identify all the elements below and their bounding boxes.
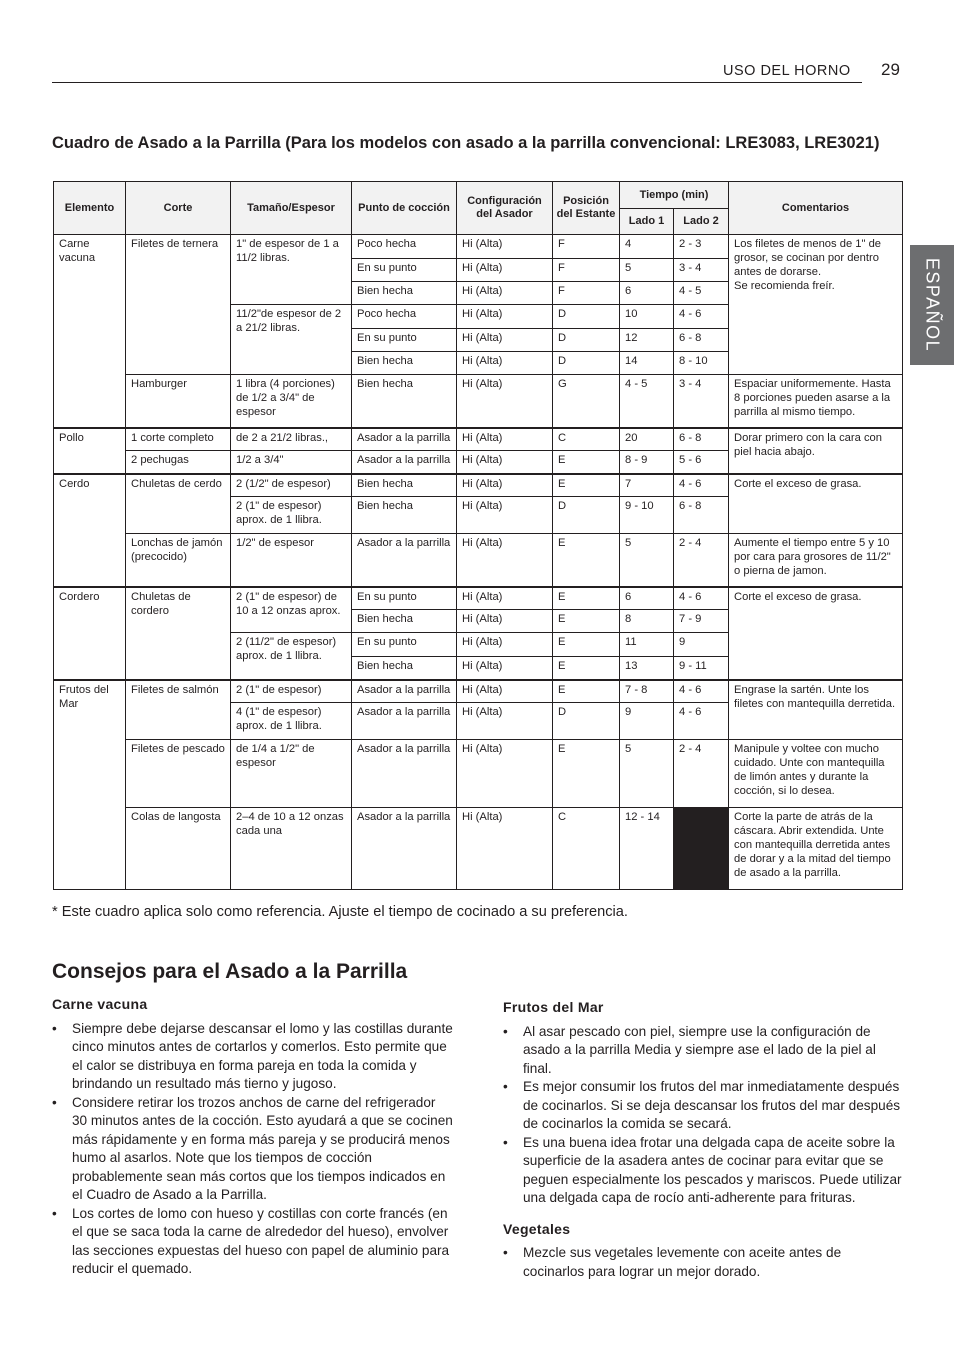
cell-lado2: 2 - 4 — [674, 534, 729, 587]
cell-config: Hi (Alta) — [457, 474, 553, 497]
list-item: • Es mejor consumir los frutos del mar inmediatamente después de cocinarlos. Si se deja descansar los frutos del mar después de cocinarlos la comida se secará. — [503, 1078, 903, 1134]
cell-lado2: 6 - 8 — [674, 497, 729, 534]
cell-posicion: E — [553, 587, 620, 610]
cell-lado2: 6 - 8 — [674, 329, 729, 352]
cell-posicion: E — [553, 657, 620, 680]
list-item: • Los cortes de lomo con hueso y costillas con corte francés (en el que se saca toda la carne de alrededor del hueso), envolver las secciones expuestas del hueso con papel de aluminio para reducir el quemado. — [52, 1205, 454, 1279]
cell-comentarios: Los filetes de menos de 1" de grosor, se cocinan por dentro antes de dorarse. Se recomienda freír. — [729, 235, 903, 375]
cell-posicion: E — [553, 474, 620, 497]
cell-punto: Bien hecha — [352, 474, 457, 497]
cell-posicion: E — [553, 633, 620, 657]
cell-lado1: 7 — [620, 474, 674, 497]
cell-config: Hi (Alta) — [457, 282, 553, 305]
cell-config: Hi (Alta) — [457, 633, 553, 657]
cell-comentarios: Aumente el tiempo entre 5 y 10 por cara para grosores de 11/2" o pierna de jamon. — [729, 534, 903, 587]
footnote: * Este cuadro aplica solo como referencia. Ajuste el tiempo de cocinado a su preferencia. — [52, 904, 628, 920]
cell-posicion: G — [553, 375, 620, 428]
cell-comentarios: Corte el exceso de grasa. — [729, 474, 903, 534]
cell-config: Hi (Alta) — [457, 375, 553, 428]
cell-lado2: 3 - 4 — [674, 375, 729, 428]
header-tiempo: Tiempo (min) — [620, 182, 729, 209]
cell-lado2: 8 - 10 — [674, 352, 729, 375]
cell-posicion: E — [553, 740, 620, 808]
header-rule — [52, 82, 862, 83]
cell-posicion: E — [553, 680, 620, 703]
header-lado1: Lado 1 — [620, 209, 674, 235]
cell-posicion: E — [553, 534, 620, 587]
cell-lado1: 10 — [620, 305, 674, 329]
cell-posicion: C — [553, 808, 620, 890]
cell-punto: Asador a la parrilla — [352, 740, 457, 808]
cell-posicion: E — [553, 610, 620, 633]
cell-config: Hi (Alta) — [457, 352, 553, 375]
cell-lado1: 14 — [620, 352, 674, 375]
cell-config: Hi (Alta) — [457, 497, 553, 534]
cell-config: Hi (Alta) — [457, 587, 553, 610]
cell-tamano: 11/2"de espesor de 2 a 21/2 libras. — [231, 305, 352, 375]
list-item: • Considere retirar los trozos anchos de carne del refrigerador 30 minutos antes de la cocción. Esto ayudará a que se cocinen más rápidamente y en forma más pareja y se producirá menos humo al asarlos. Note que los tiempos de cocción probablemente sean más cortos que los tiempos indicados en el Cuadro de Asado a la Parrilla. — [52, 1094, 454, 1205]
cell-lado2: 7 - 9 — [674, 610, 729, 633]
cell-posicion: D — [553, 703, 620, 740]
language-tab — [910, 245, 954, 365]
cell-lado2-blank — [674, 808, 729, 890]
tips-left-column — [52, 995, 454, 1279]
cell-lado2: 6 - 8 — [674, 428, 729, 451]
cell-posicion: E — [553, 451, 620, 474]
cell-comentarios: Engrase la sartén. Unte los filetes con mantequilla derretida. — [729, 680, 903, 740]
cell-posicion: F — [553, 235, 620, 259]
cell-posicion: C — [553, 428, 620, 451]
cell-lado2: 4 - 6 — [674, 703, 729, 740]
list-item: • Es una buena idea frotar una delgada capa de aceite sobre la superficie de la asadera antes de cocinar para evitar que se peguen especialmente los pescados y mariscos. Puede utilizar una delgada capa de rocío anti-adherente para frituras. — [503, 1134, 903, 1208]
cell-corte: Filetes de pescado — [126, 740, 231, 808]
seafood-list — [503, 1023, 903, 1208]
cell-lado1: 20 — [620, 428, 674, 451]
cell-config: Hi (Alta) — [457, 428, 553, 451]
cell-lado1: 8 — [620, 610, 674, 633]
cell-comentarios: Corte la parte de atrás de la cáscara. Abrir extendida. Unte con mantequilla derretida antes de dorar y a la mitad del tiempo de asado a la parrilla. — [729, 808, 903, 890]
cell-config: Hi (Alta) — [457, 808, 553, 890]
cell-punto: Poco hecha — [352, 305, 457, 329]
cell-lado1: 12 — [620, 329, 674, 352]
cell-lado2: 3 - 4 — [674, 259, 729, 282]
cell-lado1: 7 - 8 — [620, 680, 674, 703]
table-title: Cuadro de Asado a la Parrilla (Para los modelos con asado a la parrilla convencional: LRE3083, LRE3021) — [52, 134, 880, 152]
list-item: • Mezcle sus vegetales levemente con aceite antes de cocinarlos para lograr un mejor dorado. — [503, 1244, 903, 1281]
cell-corte: Chuletas de cerdo — [126, 474, 231, 534]
cell-lado1: 5 — [620, 534, 674, 587]
cell-punto: En su punto — [352, 259, 457, 282]
cell-lado2: 4 - 6 — [674, 587, 729, 610]
cell-punto: Asador a la parrilla — [352, 428, 457, 451]
vegetables-list — [503, 1244, 903, 1281]
cell-tamano: de 1/4 a 1/2" de espesor — [231, 740, 352, 808]
cell-elemento: Pollo — [54, 428, 126, 474]
cell-punto: Bien hecha — [352, 375, 457, 428]
cell-tamano: 1" de espesor de 1 a 11/2 libras. — [231, 235, 352, 305]
cell-punto: Asador a la parrilla — [352, 703, 457, 740]
cell-punto: En su punto — [352, 587, 457, 610]
cell-lado1: 9 — [620, 703, 674, 740]
cell-posicion: F — [553, 282, 620, 305]
cell-posicion: D — [553, 329, 620, 352]
seafood-heading: Frutos del Mar — [503, 999, 604, 1015]
cell-corte: Filetes de salmón — [126, 680, 231, 740]
cell-punto: Bien hecha — [352, 610, 457, 633]
cell-config: Hi (Alta) — [457, 329, 553, 352]
cell-punto: Poco hecha — [352, 235, 457, 259]
cell-punto: Bien hecha — [352, 282, 457, 305]
header-corte: Corte — [126, 182, 231, 235]
table-row — [54, 587, 903, 610]
cell-punto: Asador a la parrilla — [352, 808, 457, 890]
cell-comentarios: Dorar primero con la cara con piel hacia abajo. — [729, 428, 903, 474]
cell-punto: Bien hecha — [352, 657, 457, 680]
table-row — [54, 428, 903, 451]
cell-comentarios: Espaciar uniformemente. Hasta 8 porciones pueden asarse a la parrilla al mismo tiempo. — [729, 375, 903, 428]
cell-corte: Lonchas de jamón (precocido) — [126, 534, 231, 587]
beef-heading: Carne vacuna — [52, 996, 148, 1012]
header-config: Configuración del Asador — [457, 182, 553, 235]
table-row — [54, 534, 903, 587]
header-posicion: Posición del Estante — [553, 182, 620, 235]
cell-elemento: Cordero — [54, 587, 126, 680]
beef-list — [52, 1020, 454, 1279]
cell-config: Hi (Alta) — [457, 703, 553, 740]
header-punto: Punto de cocción — [352, 182, 457, 235]
cell-elemento: Frutos del Mar — [54, 680, 126, 890]
cell-config: Hi (Alta) — [457, 610, 553, 633]
cell-config: Hi (Alta) — [457, 305, 553, 329]
section-title: USO DEL HORNO — [723, 63, 851, 79]
cell-tamano: de 2 a 21/2 libras., — [231, 428, 352, 451]
cell-punto: Asador a la parrilla — [352, 451, 457, 474]
cell-lado2: 4 - 5 — [674, 282, 729, 305]
language-tab-label: ESPAÑOL — [922, 257, 943, 353]
cell-punto: En su punto — [352, 329, 457, 352]
cell-punto: Asador a la parrilla — [352, 680, 457, 703]
header-comentarios: Comentarios — [729, 182, 903, 235]
cell-lado2: 2 - 3 — [674, 235, 729, 259]
cell-config: Hi (Alta) — [457, 534, 553, 587]
vegetables-heading: Vegetales — [503, 1220, 571, 1237]
tips-title: Consejos para el Asado a la Parrilla — [52, 960, 408, 983]
cell-elemento: Cerdo — [54, 474, 126, 587]
cell-punto: Bien hecha — [352, 497, 457, 534]
cell-tamano: 2 (1" de espesor) — [231, 680, 352, 703]
cell-config: Hi (Alta) — [457, 451, 553, 474]
list-item: • Siempre debe dejarse descansar el lomo y las costillas durante cinco minutos antes de cortarlos y comerlos. Esto permite que el calor se distribuya en forma pareja en toda la comida y brindando un resultado más tierno y jugoso. — [52, 1020, 454, 1094]
cell-corte: Chuletas de cordero — [126, 587, 231, 680]
cell-lado1: 5 — [620, 259, 674, 282]
cell-lado1: 13 — [620, 657, 674, 680]
table-row — [54, 474, 903, 497]
table-row — [54, 235, 903, 259]
cell-tamano: 2 (1/2" de espesor) — [231, 474, 352, 497]
header-lado2: Lado 2 — [674, 209, 729, 235]
cell-lado1: 8 - 9 — [620, 451, 674, 474]
cell-lado2: 9 - 11 — [674, 657, 729, 680]
cell-lado1: 5 — [620, 740, 674, 808]
cell-tamano: 1 libra (4 porciones) de 1/2 a 3/4" de espesor — [231, 375, 352, 428]
cell-config: Hi (Alta) — [457, 680, 553, 703]
table-row — [54, 740, 903, 808]
cell-posicion: F — [553, 259, 620, 282]
cell-lado2: 4 - 6 — [674, 474, 729, 497]
cell-config: Hi (Alta) — [457, 740, 553, 808]
broil-chart-table — [53, 181, 903, 890]
cell-lado1: 6 — [620, 282, 674, 305]
cell-tamano: 4 (1" de espesor) aprox. de 1 llibra. — [231, 703, 352, 740]
cell-tamano: 2 (1" de espesor) aprox. de 1 llibra. — [231, 497, 352, 534]
cell-tamano: 2 (11/2" de espesor) aprox. de 1 llibra. — [231, 633, 352, 680]
cell-posicion: D — [553, 497, 620, 534]
list-item: • Al asar pescado con piel, siempre use la configuración de asado a la parrilla Media y siempre ase el lado de la piel al final. — [503, 1023, 903, 1079]
page-number: 29 — [881, 60, 900, 79]
cell-lado1: 4 — [620, 235, 674, 259]
cell-lado1: 12 - 14 — [620, 808, 674, 890]
cell-config: Hi (Alta) — [457, 259, 553, 282]
cell-lado2: 4 - 6 — [674, 680, 729, 703]
cell-posicion: D — [553, 305, 620, 329]
header-tamano: Tamaño/Espesor — [231, 182, 352, 235]
cell-tamano: 1/2" de espesor — [231, 534, 352, 587]
cell-comentarios: Corte el exceso de grasa. — [729, 587, 903, 680]
cell-lado1: 9 - 10 — [620, 497, 674, 534]
cell-tamano: 1/2 a 3/4" — [231, 451, 352, 474]
cell-punto: Asador a la parrilla — [352, 534, 457, 587]
cell-lado2: 9 — [674, 633, 729, 657]
cell-lado2: 4 - 6 — [674, 305, 729, 329]
cell-config: Hi (Alta) — [457, 235, 553, 259]
cell-tamano: 2–4 de 10 a 12 onzas cada una — [231, 808, 352, 890]
header-elemento: Elemento — [54, 182, 126, 235]
cell-punto: En su punto — [352, 633, 457, 657]
table-row — [54, 808, 903, 890]
cell-lado1: 4 - 5 — [620, 375, 674, 428]
cell-lado1: 11 — [620, 633, 674, 657]
cell-lado2: 2 - 4 — [674, 740, 729, 808]
cell-tamano: 2 (1" de espesor) de 10 a 12 onzas aprox. — [231, 587, 352, 633]
cell-corte: Filetes de ternera — [126, 235, 231, 375]
cell-punto: Bien hecha — [352, 352, 457, 375]
cell-elemento: Carne vacuna — [54, 235, 126, 428]
cell-lado1: 6 — [620, 587, 674, 610]
cell-lado2: 5 - 6 — [674, 451, 729, 474]
cell-corte: 2 pechugas — [126, 451, 231, 474]
table-row — [54, 680, 903, 703]
cell-comentarios: Manipule y voltee con mucho cuidado. Unte con mantequilla de limón antes y durante la cocción, si lo desea. — [729, 740, 903, 808]
cell-corte: Hamburger — [126, 375, 231, 428]
tips-right-column — [503, 998, 903, 1281]
cell-corte: Colas de langosta — [126, 808, 231, 890]
cell-corte: 1 corte completo — [126, 428, 231, 451]
cell-posicion: D — [553, 352, 620, 375]
table-row — [54, 375, 903, 428]
cell-config: Hi (Alta) — [457, 657, 553, 680]
